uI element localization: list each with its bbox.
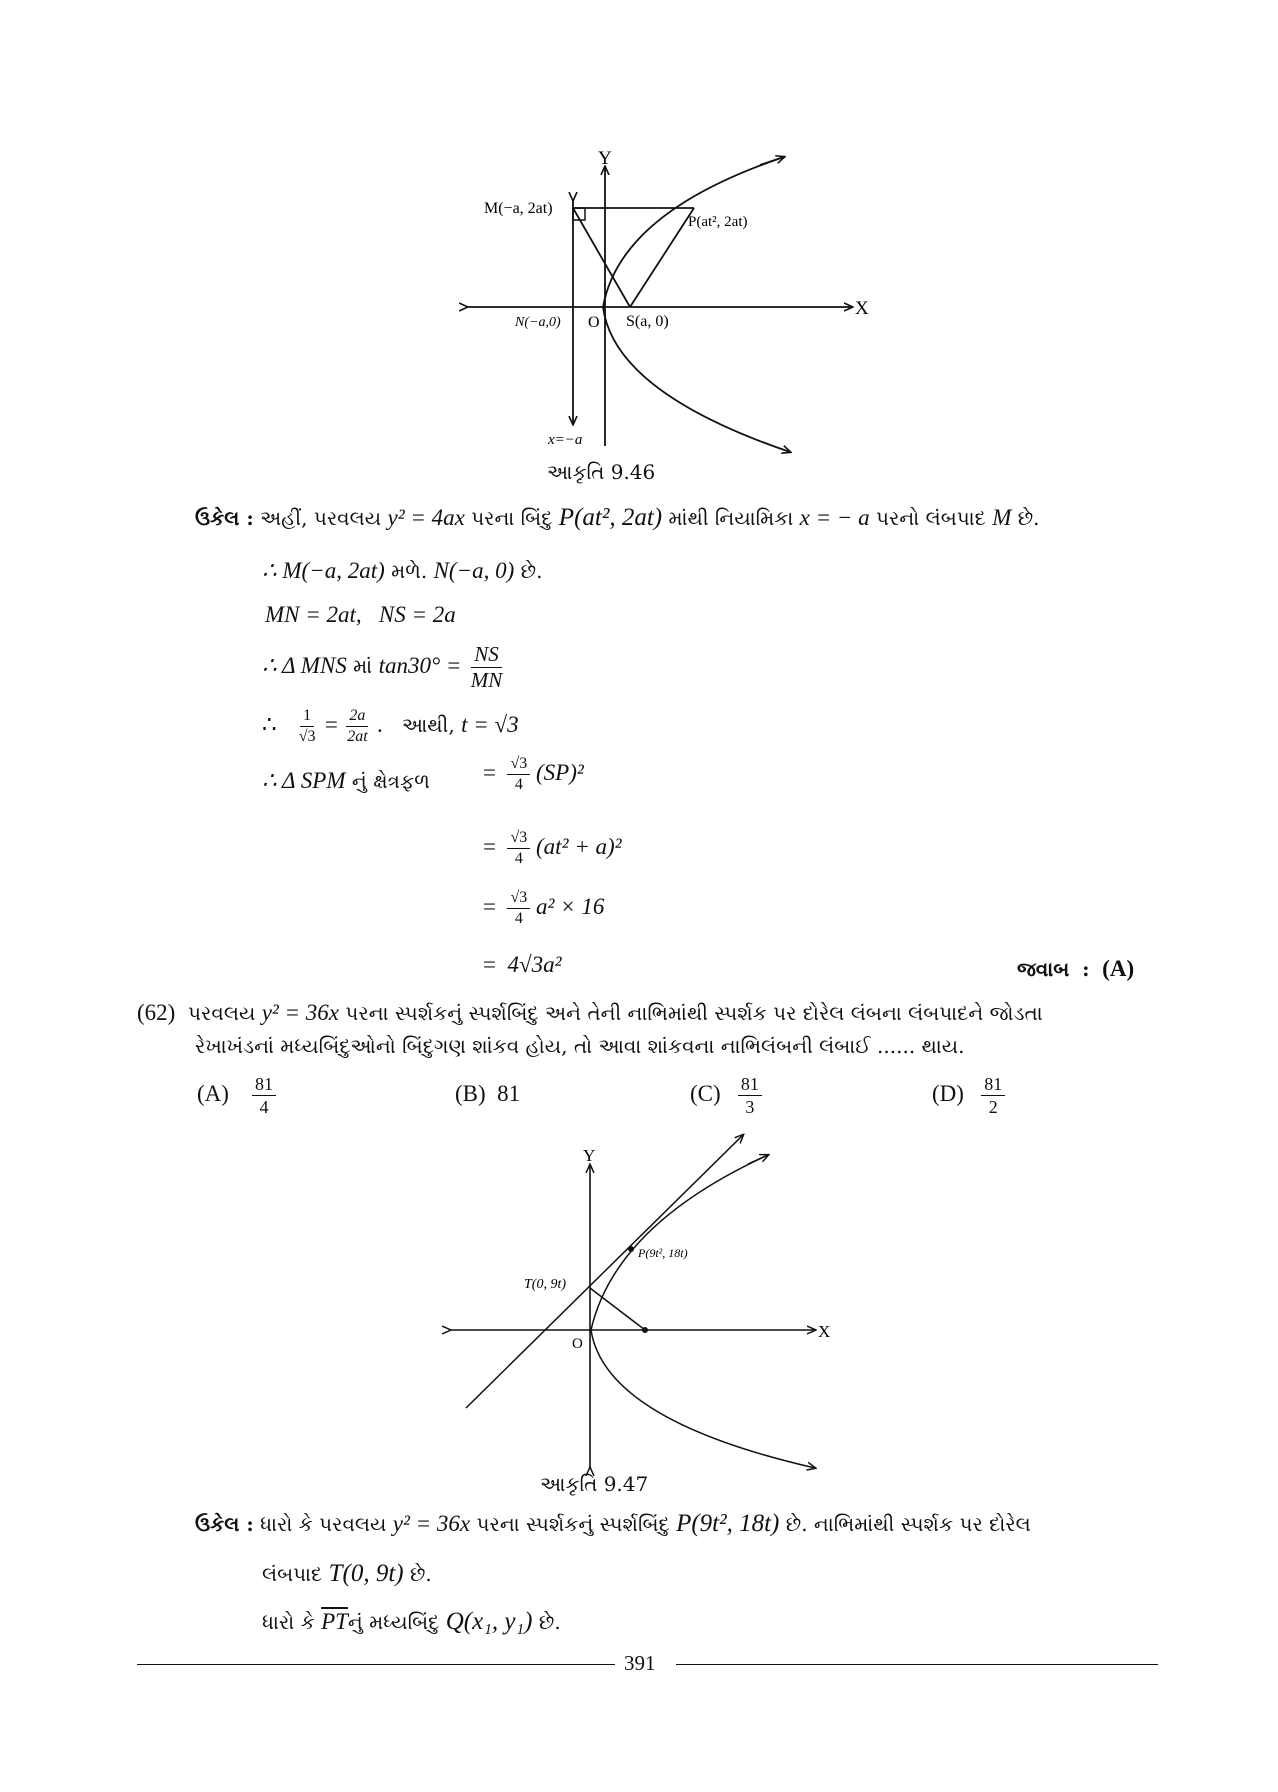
s1-l7-fnum: √3 <box>507 830 530 849</box>
s1-l4-b: માં <box>353 654 373 678</box>
solution2-line2 <box>262 1560 432 1588</box>
solution2-line1 <box>195 1510 1031 1538</box>
q62-eq: y² = 36x <box>261 1000 340 1025</box>
option-c-label: (C) <box>690 1080 721 1106</box>
s1-l4-c: tan30° = <box>378 653 462 678</box>
fig1-n-label: N(−a,0) <box>515 315 561 330</box>
option-a-num: 81 <box>252 1075 276 1096</box>
s1-l9-rhs: 4√3a² <box>507 952 562 977</box>
option-b[interactable] <box>455 1081 520 1107</box>
s1-l5-a: આથી, <box>401 713 455 737</box>
s2-l2-a: લંબપાદ <box>262 1562 323 1586</box>
option-d-den: 2 <box>988 1097 998 1117</box>
solution1-line9 <box>483 952 562 978</box>
s1-l1-dir: x = − a <box>799 505 870 530</box>
answer-colon: : <box>1082 957 1090 981</box>
solution2-line3 <box>262 1608 561 1636</box>
s1-l6-b: નું ક્ષેત્રફળ <box>351 769 430 793</box>
s1-l5-d1: √3 <box>298 728 316 745</box>
answer-value: (A) <box>1102 956 1135 981</box>
s1-l5-n2: 2a <box>346 708 368 727</box>
question62-line1 <box>137 1000 1043 1026</box>
s1-l5-therefore: ∴ <box>262 712 277 737</box>
s1-l2-n: N(−a, 0) <box>433 558 515 583</box>
fig1-s-label: S(a, 0) <box>626 313 669 330</box>
question62-line2: રેખાખંડનાં મધ્યબિંદુઓનો બિંદુગણ શાંકવ હોય, તો આવા શાંકવના નાભિલંબની લંબાઈ ...... થાય. <box>195 1034 965 1058</box>
figure1-caption: આકૃતિ 9.46 <box>547 460 656 484</box>
point-focus <box>642 1327 648 1333</box>
option-d-label: (D) <box>932 1080 964 1106</box>
fig2-p-label: P(9t², 18t) <box>638 1246 688 1260</box>
option-a-label: (A) <box>197 1080 229 1106</box>
s1-l1-a: અહીં, પરવલય <box>260 506 382 530</box>
s1-l8-fnum: √3 <box>507 890 530 909</box>
s1-l1-e: છે. <box>1017 506 1040 530</box>
option-a-den: 4 <box>259 1097 269 1117</box>
s2-l3-q: Q(x₁, y₁) <box>445 1608 533 1635</box>
segment-ms <box>573 208 630 307</box>
option-d-num: 81 <box>981 1075 1005 1096</box>
s2-c: છે. નાભિમાંથી સ્પર્શક પર દોરેલ <box>785 1512 1031 1536</box>
point-p <box>628 1246 634 1252</box>
s2-eq: y² = 36x <box>392 1511 471 1536</box>
option-b-label: (B) <box>455 1081 486 1106</box>
fig1-m-label: M(−a, 2at) <box>484 200 553 217</box>
s1-l5-dot: . <box>377 712 383 737</box>
s1-l1-d: પરનો લંબપાદ <box>876 506 986 530</box>
fig1-p-label: P(at², 2at) <box>688 214 748 230</box>
solution1-line3: MN = 2at, NS = 2a <box>265 602 456 627</box>
fig2-x-label: X <box>818 1322 831 1341</box>
s1-l4-num: NS <box>471 644 502 668</box>
s1-l5-n1: 1 <box>300 708 314 727</box>
s2-l2-b: છે. <box>409 1562 432 1586</box>
solution1-line8 <box>483 890 604 927</box>
s1-l4-den: MN <box>470 668 503 692</box>
parabola-upper-arrow-2 <box>748 1155 768 1164</box>
fig1-x-label: X <box>855 298 869 319</box>
option-b-value: 81 <box>497 1081 521 1106</box>
s1-l1-p: P(at², 2at) <box>558 504 663 531</box>
figure2-caption: આકૃતિ 9.47 <box>540 1472 649 1496</box>
s1-l2-m: ∴ M(−a, 2at) <box>262 558 385 583</box>
s2-b: પરના સ્પર્શકનું સ્પર્શબિંદુ <box>476 1512 670 1536</box>
q62-number: (62) <box>137 1000 176 1025</box>
s1-l7-rhs: (at² + a)² <box>536 833 622 859</box>
segment-sp <box>630 208 694 307</box>
option-c-den: 3 <box>745 1097 755 1117</box>
tangent-line <box>466 1135 743 1408</box>
solution1-line1 <box>195 504 1040 532</box>
s1-l6-eq: = <box>483 759 496 785</box>
option-c-num: 81 <box>738 1075 762 1096</box>
parabola-curve-2 <box>591 1155 815 1468</box>
fig1-o-label: O <box>588 314 600 331</box>
s1-l2-a: મળે. <box>391 559 428 583</box>
s2-a: ધારો કે પરવલય <box>260 1512 387 1536</box>
q62-b: પરના સ્પર્શકનું સ્પર્શબિંદુ અને તેની નાભિમાંથી સ્પર્શક પર દોરેલ લંબના લંબપાદને જોડતા <box>345 1001 1043 1025</box>
solution1-line4 <box>262 644 505 691</box>
solution2-heading: ઉકેલ : <box>195 1512 254 1536</box>
s1-l6-fden: 4 <box>514 776 523 793</box>
s1-l8-fden: 4 <box>514 910 523 927</box>
solution1-line5 <box>262 708 519 745</box>
s2-l3-a: ધારો કે <box>262 1610 315 1634</box>
fig1-directrix-label: x=−a <box>548 432 583 448</box>
s1-l5-eq: = <box>324 712 338 737</box>
parabola-upper-arrow <box>760 157 784 165</box>
s1-l8-rhs: a² × 16 <box>536 893 605 919</box>
option-d[interactable] <box>932 1075 1005 1116</box>
s1-l1-c: માંથી નિયામિકા <box>668 506 794 530</box>
s1-l6-a: ∴ Δ SPM <box>262 768 346 793</box>
fig2-t-label: T(0, 9t) <box>524 1277 566 1292</box>
solution1-line7 <box>483 830 622 867</box>
solution1-line2 <box>262 558 542 584</box>
s1-l7-fden: 4 <box>514 850 523 867</box>
footer-rule-left <box>137 1664 615 1665</box>
fig2-o-label: O <box>572 1336 583 1352</box>
s2-p: P(9t², 18t) <box>676 1510 780 1537</box>
answer-label: જવાબ <box>1017 957 1070 981</box>
s1-l6-fnum: √3 <box>507 756 530 775</box>
focus-perpendicular <box>590 1288 645 1330</box>
s2-l3-c: છે. <box>538 1610 561 1634</box>
s1-l7-eq: = <box>483 833 496 859</box>
s1-l1-m: M <box>992 505 1012 530</box>
solution1-heading: ઉકેલ : <box>195 506 254 530</box>
s1-l2-b: છે. <box>520 559 543 583</box>
option-c[interactable] <box>690 1075 762 1116</box>
fig1-y-label: Y <box>598 148 612 169</box>
s1-l9-eq: = <box>483 952 496 977</box>
s1-l5-d2: 2at <box>347 728 368 745</box>
footer-rule-right <box>676 1664 1158 1665</box>
s2-l3-pt: $\overline{PT}$ <box>321 1609 348 1634</box>
s2-l3-b: નું મધ્યબિંદુ <box>347 1610 440 1634</box>
page-number: 391 <box>624 1651 656 1675</box>
figure-9-46 <box>0 0 1278 480</box>
figure-9-47 <box>0 1130 1278 1490</box>
s1-l8-eq: = <box>483 893 496 919</box>
solution1-line6-rhs <box>483 756 584 793</box>
q62-a: પરવલય <box>188 1001 256 1025</box>
option-a[interactable] <box>197 1075 276 1116</box>
s1-l1-eq: y² = 4ax <box>387 505 465 530</box>
s1-l6-rhs: (SP)² <box>536 759 584 785</box>
answer-line <box>1017 956 1134 982</box>
fig2-y-label: Y <box>583 1146 596 1165</box>
solution1-line6 <box>262 768 430 794</box>
s1-l1-b: પરના બિંદુ <box>471 506 553 530</box>
s1-l4-a: ∴ Δ MNS <box>262 653 347 678</box>
s1-l5-t: t = √3 <box>461 712 519 737</box>
s2-l2-t: T(0, 9t) <box>328 1560 404 1587</box>
